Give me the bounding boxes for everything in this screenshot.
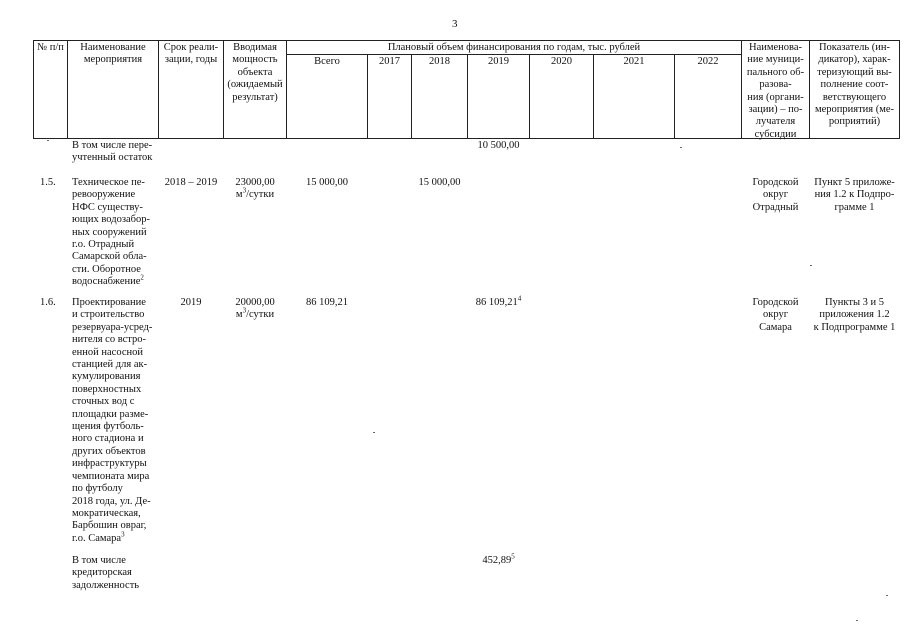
row-name — [72, 297, 156, 545]
row-name-line: щения футболь- — [72, 421, 144, 433]
row-name-line: ющих водозабор- — [72, 214, 150, 226]
header-municipality — [742, 42, 809, 141]
municipality-line: Городской — [752, 297, 799, 308]
header-indicator-line: Показатель (ин- — [818, 42, 891, 53]
header-capacity — [224, 42, 286, 104]
header-indicator-line: дикатор), харак- — [818, 54, 891, 66]
header-year-2021 — [594, 56, 674, 68]
header-municipality-line: субсидии — [754, 128, 797, 140]
row-note-payables — [72, 555, 156, 592]
municipality-line: округ — [762, 309, 789, 321]
scan-speck — [886, 595, 888, 596]
header-year-2019 — [468, 56, 529, 68]
capacity-value: 23000,00 — [235, 177, 275, 188]
header-municipality-line: пального об- — [746, 66, 805, 78]
row-name-line: задолженность — [72, 579, 140, 591]
row-total — [287, 297, 367, 309]
footnote-marker: 5 — [511, 552, 515, 561]
footnote-marker: 3 — [121, 530, 125, 539]
row-number-text: 1.6. — [40, 297, 56, 308]
footnote-marker: 2 — [140, 273, 144, 282]
scan-speck — [680, 147, 682, 148]
capacity-unit — [224, 306, 286, 321]
header-indicator-line: мероприятия (ме- — [814, 104, 895, 116]
row-name-line: станцией для ак- — [72, 359, 148, 371]
header-year-2018 — [412, 56, 467, 68]
row-note-payables-2019 — [468, 552, 529, 567]
row-number — [40, 177, 67, 189]
unit-superscript: 3 — [242, 306, 247, 315]
col-border-4 — [286, 40, 287, 139]
total-value: 15 000,00 — [306, 177, 348, 188]
row-name-line — [72, 273, 156, 288]
row-name-line: чемпионата мира — [72, 470, 150, 482]
row-name-line: Самарской обла- — [72, 251, 147, 263]
row-term — [159, 177, 223, 189]
row-name-line: Техническое пе- — [72, 177, 145, 188]
row-name-line: В том числе — [72, 555, 126, 566]
header-year-2017 — [368, 56, 411, 68]
row-term — [159, 297, 223, 309]
row-indicator — [810, 297, 899, 334]
header-municipality-line: ние муници- — [747, 54, 804, 66]
row-name-line: нителя со встро- — [72, 334, 146, 346]
header-capacity-line: результат) — [232, 91, 278, 103]
header-year-text: 2021 — [623, 56, 645, 67]
row-name-line: сточных вод с — [72, 396, 135, 408]
header-term-line: Срок реали- — [163, 42, 219, 53]
row-name-line: сти. Оборотное — [72, 263, 141, 275]
header-year-2020 — [530, 56, 593, 68]
row-municipality — [742, 177, 809, 214]
indicator-line: к Подпрограмме 1 — [813, 321, 896, 333]
header-year-text: 2020 — [551, 56, 572, 67]
header-term-line: зации, годы — [164, 54, 218, 66]
header-municipality-line: разова- — [759, 79, 792, 91]
header-indicator-line: роприятий) — [828, 116, 881, 128]
municipality-line: округ — [762, 189, 789, 201]
row-name-line: по футболу — [72, 483, 123, 495]
header-municipality-line: лучателя — [755, 116, 796, 128]
header-financing-group-text: Плановый объем финансирования по годам, тыс. рублей — [387, 42, 641, 53]
header-year-text: 2018 — [429, 56, 450, 67]
value-2019: 452,89 — [482, 555, 512, 566]
row-name-line: мократическая, — [72, 507, 141, 519]
col-border-right — [899, 40, 900, 139]
header-year-text: 2019 — [488, 56, 509, 67]
value-2019: 10 500,00 — [477, 140, 520, 151]
row-name-line: 2018 года, ул. Де- — [72, 495, 151, 507]
municipality-line: Городской — [752, 177, 799, 188]
header-year-2022 — [675, 56, 741, 68]
row-name-line: ных сооружений — [72, 226, 147, 238]
header-indicator-line: полнение соот- — [820, 79, 889, 91]
indicator-line: грамме 1 — [834, 201, 875, 213]
row-note-residual-2019 — [468, 140, 529, 152]
row-indicator — [810, 177, 899, 214]
row-name-line: учтенный остаток — [72, 152, 153, 164]
header-total — [287, 56, 367, 68]
indicator-line: Пункт 5 приложе- — [814, 177, 895, 188]
header-total-text: Всего — [314, 56, 340, 67]
value-2018: 15 000,00 — [418, 177, 461, 188]
footnote-marker: 4 — [517, 294, 522, 303]
row-capacity — [224, 297, 286, 322]
indicator-line: приложения 1.2 — [819, 309, 890, 321]
row-name-line: ного стадиона и — [72, 433, 144, 445]
unit-suffix: /сутки — [246, 309, 275, 321]
row-name-last: водоснабжение — [72, 276, 141, 288]
unit-prefix: м — [235, 309, 243, 321]
row-total — [287, 177, 367, 189]
row-term-text: 2018 – 2019 — [164, 177, 218, 188]
row-name-line: кредиторская — [72, 567, 132, 579]
row-name — [72, 177, 156, 289]
total-value: 86 109,21 — [306, 297, 348, 308]
header-term — [159, 42, 223, 67]
row-name-line: Проектирование — [72, 297, 146, 308]
row-name-line: ревооружение — [72, 189, 136, 201]
unit-suffix: /сутки — [246, 189, 275, 201]
header-capacity-line: Вводимая — [233, 42, 277, 53]
row-name-line: площадки разме- — [72, 408, 149, 420]
header-name-line: мероприятия — [83, 54, 143, 66]
row-name-line: кумулирования — [72, 371, 141, 383]
unit-superscript: 3 — [242, 186, 247, 195]
header-name-line: Наименование — [80, 42, 146, 53]
unit-prefix: м — [235, 189, 243, 201]
row-municipality — [742, 297, 809, 334]
capacity-unit — [224, 186, 286, 201]
row-name-line: В том числе пере- — [72, 140, 153, 151]
header-indicator — [810, 42, 899, 129]
capacity-value: 20000,00 — [235, 297, 275, 308]
header-capacity-line: (ожидаемый — [227, 79, 283, 91]
row-name-line: поверхностных — [72, 383, 142, 395]
header-municipality-line: зации) – по- — [748, 104, 803, 116]
municipality-line: Самара — [759, 321, 792, 333]
col-border-left — [33, 40, 34, 139]
header-number — [34, 42, 67, 54]
header-capacity-line: мощность — [232, 54, 278, 66]
row-number — [40, 297, 67, 309]
row-name-line: и строительство — [72, 309, 145, 321]
indicator-line: ния 1.2 к Подпро- — [814, 189, 895, 201]
header-capacity-line: объекта — [237, 66, 273, 78]
scan-speck — [47, 140, 49, 141]
header-financing-group — [287, 42, 741, 54]
row-name-line: резервуара-усред- — [72, 321, 153, 333]
row-name-line: енной насосной — [72, 346, 143, 358]
header-indicator-line: теризующий вы- — [817, 66, 892, 78]
row-name-line: Барбошин овраг, — [72, 520, 147, 532]
header-municipality-line: ния (органи- — [747, 91, 804, 103]
row-2019 — [468, 294, 529, 309]
header-year-text: 2022 — [697, 56, 719, 67]
scan-speck — [856, 620, 858, 621]
row-name-line: инфраструктуры — [72, 458, 147, 470]
header-indicator-line: ветствующего — [822, 91, 887, 103]
scan-speck — [810, 265, 812, 266]
scan-speck — [373, 432, 375, 433]
row-name-line: г.о. Отрадный — [72, 239, 135, 251]
row-name-line: других объектов — [72, 445, 146, 457]
row-number-text: 1.5. — [40, 177, 56, 188]
value-2019: 86 109,21 — [475, 297, 518, 308]
row-note-residual — [72, 140, 158, 165]
row-capacity — [224, 177, 286, 202]
header-number-text: № п/п — [37, 42, 64, 53]
header-municipality-line: Наименова- — [748, 42, 802, 53]
municipality-line: Отрадный — [752, 201, 799, 213]
indicator-line: Пункты 3 и 5 — [824, 297, 885, 308]
row-name-last: г.о. Самара — [72, 532, 122, 544]
row-name-line — [72, 530, 156, 545]
row-term-text: 2019 — [180, 297, 202, 308]
table-top-border — [33, 40, 900, 41]
header-name — [68, 42, 158, 67]
header-year-text: 2017 — [379, 56, 400, 67]
row-name-line: НФС существу- — [72, 201, 143, 213]
page-number: 3 — [452, 18, 458, 30]
row-2018 — [412, 177, 467, 189]
